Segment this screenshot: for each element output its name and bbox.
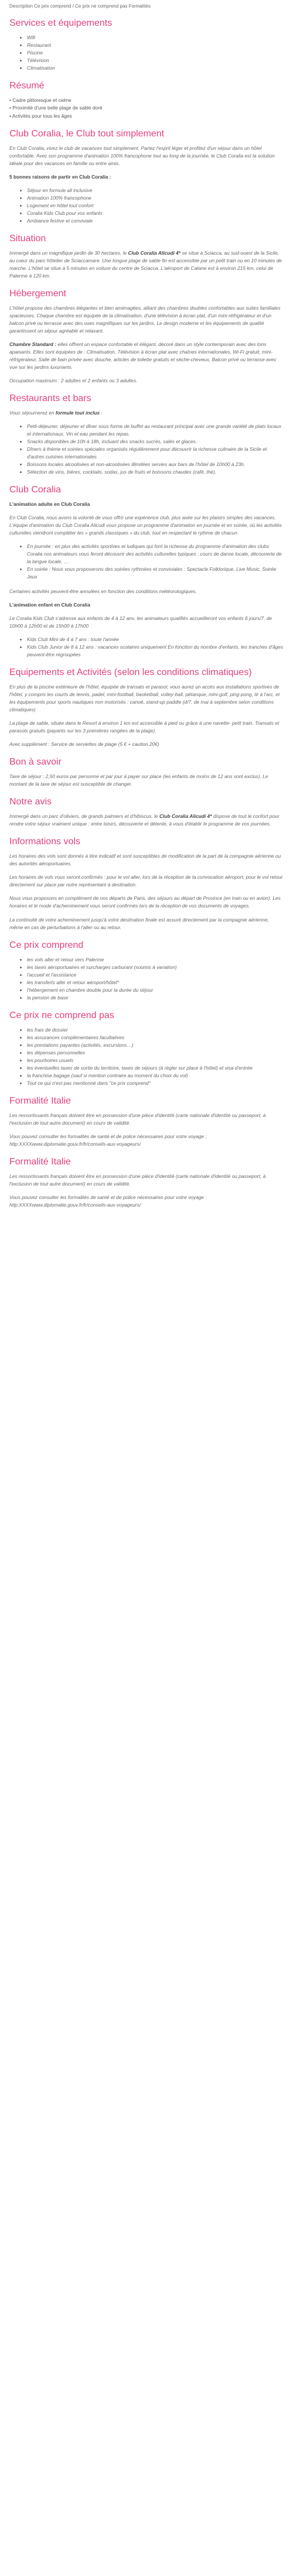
adult-animation-text: En Club Coralia, nous avons la volonté de vous offrir une expérience club, plus axée sur les plaisirs simples des vacances. L'équipe d'animation du Club Coralia Alicudi vous propose un programme d'animation en journée et en soirée, où les activités culturelles viendront compléter les « grands classiques » du club, tout en respectant le rythme de chacun.: [9, 515, 282, 536]
club-points-list: [9, 187, 284, 225]
list-item: • Cadre pittoresque et calme: [9, 97, 284, 104]
list-item: • Restaurant: [27, 42, 284, 49]
hebergement-text: L'hôtel propose des chambres élégantes et bien aménagées, alliant des chambres doubles confortables aux suites familiales spacieuses. Chaque chambre est équipée de la climatisation, d'une télévision à écran plat, d'un mini-réfrigérateur et d'un balcon privé ou terrasse avec des vues magnifiques sur les jardins. Le design moderne et les équipements de qualité garantissent un séjour agréable et relaxant.: [9, 304, 281, 334]
list-item: • l'accueil et l'assistance: [27, 971, 284, 979]
formalite-heading: Formalité Italie: [9, 1156, 71, 1167]
kids-animation-label: L'animation enfant en Club Coralia: [9, 602, 90, 608]
occupancy-text: Occupation maximum : 2 adultes et 2 enfants ou 3 adultes.: [9, 377, 138, 383]
list-item: • Kids Club Junior de 8 à 12 ans : vacances scolaires uniquement En fonction du nombre d'enfants, les tranches d'âges peuvent-être regroupées: [27, 643, 284, 659]
list-item: • les taxes aéroportuaires et surcharges carburant (soumis à variation): [27, 964, 284, 971]
room-standard-text: Chambre Standard : elles offrent un espace confortable et élégant, décoré dans un style contemporain avec des tons apaisants. Elles sont équipées de : Climatisation, Télévision à écran plat avec chaînes internationales, Wi-Fi gratuit, mini-réfrigérateur, Salle de bain privée avec douche, articles de toilette gratuits et sèche-cheveux, Balcon privé ou terrasse avec vue sur les jardins luxuriants.: [9, 341, 277, 370]
list-item: • Coralia Kids Club pour vos enfants: [27, 210, 284, 217]
activites-text-1: En plus de la piscine extérieure de l'hôtel, équipée de transats et parasol, vous aurez un accès aux installations sportives de l'hôtel, y compris les courts de tennis, padel, mini-football, basketball, volley-ball, pétanque, mini-golf, ping-pong, tir à l'arc, et les équipements pour sports nautiques non motorisés : canoë, stand-up paddle (d/7, de mai à septembre selon conditions climatiques): [9, 684, 280, 713]
adult-animation-label: L'animation adulte en Club Coralia: [9, 501, 90, 507]
situation-text: Immergé dans un magnifique jardin de 30 hectares, le Club Coralia Alicudi 4* se situe à Sciacca, au sud-ouest de la Sicile, au cœur du parc hôtelier de Sciaccamare. Une longue plage de sable fin est accessible par un petit train ou en 10 minutes de marche. L'hôtel se situe à 5 minutes en voiture du centre de Sciacca. L'aéroport de Catane est à environ 215 km, celui de Palerme à 120 km.: [9, 249, 282, 279]
services-heading: Services et équipements: [9, 18, 113, 29]
list-item: • Séjour en formule all inclusive: [27, 187, 284, 194]
notreavis-heading: Notre avis: [9, 797, 52, 807]
clubcoralia-heading: Club Coralia: [9, 484, 62, 495]
comprend-list: [9, 956, 284, 1002]
list-item: • Logement en hôtel tout confort: [27, 202, 284, 210]
infos-vols-text-2: Les horaires de vols vous seront confirmés : pour le vol aller, lors de la réception de la convocation aéroport, pour le vol retour directement sur place par notre représentant à destination.: [9, 874, 283, 888]
list-item: • Piscine: [27, 49, 284, 57]
offer-page: [0, 0, 293, 1238]
bonasavoir-text: Taxe de séjour : 2,50 euros par personne et par jour à payer sur place (les enfants de moins de 12 ans sont exclus). Le montant de la taxe de séjour est susceptible de changer.: [9, 773, 268, 787]
list-item: • Activités pour tous les âges: [9, 112, 284, 120]
resume-heading: Résumé: [9, 81, 45, 91]
list-item: • En soirée : Nous vous proposerons des soirées rythmées et conviviales : Spectacle Folklorique, Live Music, Soirée Jeux: [27, 566, 284, 581]
list-item: • les dépenses personnelles: [27, 1049, 284, 1057]
infos-vols-text-1: Les horaires des vols sont donnés à titre indicatif et sont susceptibles de modification de la part de la compagnie aérienne ou des autorités aéroportuaires.: [9, 853, 281, 867]
list-item: • Sélection de vins, bières, cocktails, sodas, jus de fruits et boissons chaudes (café, thé).: [27, 468, 284, 476]
situation-heading: Situation: [9, 233, 46, 244]
list-item: • Wifi: [27, 34, 284, 42]
infos-vols-text-3: Nous vous proposons en complément de nos départs de Paris, des séjours au départ de Province (en train ou en avion). Les horaires et le mode d'acheminement vous seront confirmés lors de la réception de vos documents de voyages.: [9, 895, 281, 909]
top-nav-text[interactable]: Description Ce prix comprend / Ce prix ne comprend pas Formalités: [9, 4, 151, 9]
list-item: • les pourboires usuels: [27, 1057, 284, 1064]
list-item: • Petit-déjeuner, déjeuner et dîner sous forme de buffet au restaurant principal avec une grande variété de plats locaux et internationaux. Vin et eau pendant les repas.: [27, 423, 284, 438]
restaurants-heading: Restaurants et bars: [9, 393, 91, 403]
activites-text-3: Avec supplément : Service de serviettes de plage (5 € + caution 20€): [9, 741, 159, 748]
activites-heading: Equipements et Activités (selon les conditions climatiques): [9, 667, 252, 678]
list-item: • les frais de dossier: [27, 1026, 284, 1034]
list-item: • la pension de base: [27, 994, 284, 1002]
list-item: • Boissons locales alcoolisées et non-alcoolisées illimitées servies aux bars de l'hôtel de 10h00 à 23h.: [27, 461, 284, 468]
list-item: • les transferts aller et retour aéroport/hôtel*: [27, 979, 284, 986]
kids-club-list: [9, 636, 284, 659]
formalite-link-text[interactable]: Vous pouvez consulter les formalités de santé et de police nécessaires pour votre voyage : http:XXXXwww.diplomatie.gouv.fr/fr/conseils-aux-voyageurs/: [9, 1194, 207, 1208]
bonasavoir-heading: Bon à savoir: [9, 757, 62, 768]
club-points-label: 5 bonnes raisons de partir en Club Coralia :: [9, 173, 111, 180]
list-item: • En journée : en plus des activités sportives et ludiques qui font la richesse du programme d'animation des clubs Coralia nos animateurs vous feront découvrir des activités culturelles typiques : cours de danse locale, découverte de la langue locale, …: [27, 543, 284, 566]
formalite-link-text[interactable]: Vous pouvez consulter les formalités de santé et de police nécessaires pour votre voyage : http:XXXXwww.diplomatie.gouv.fr/fr/conseils-aux-voyageurs/: [9, 1133, 207, 1147]
kids-animation-text: Le Coralia Kids Club s'adresse aux enfants de 4 à 12 ans, les animateurs qualifiés accueilleront vos enfants 6 jours/7, de 10h00 à 12h00 et de 15h00 à 17h00: [9, 615, 272, 629]
formalite-text-1: Les ressortissants français doivent être en possession d'une pièce d'identité (carte nationale d'identité ou passeport, à l'exclusion de tout autre document) en cours de validité.: [9, 1173, 266, 1187]
club-heading: Club Coralia, le Club tout simplement: [9, 128, 165, 139]
list-item: • Climatisation: [27, 64, 284, 72]
formalite-heading: Formalité Italie: [9, 1095, 71, 1106]
restaurants-intro: Vous séjournerez en formule tout inclus :: [9, 409, 103, 416]
list-item: • les assurances complémentaires facultatives: [27, 1034, 284, 1042]
infos-vols-heading: Informations vols: [9, 837, 80, 847]
list-item: • Snacks disponibles de 10h à 18h, incluant des snacks sucrés, salés et glaces.: [27, 438, 284, 446]
list-item: • la franchise bagage (sauf si mention contraire au moment du choix du vol): [27, 1072, 284, 1080]
list-item: • Dîners à thème et soirées spéciales organisés régulièrement pour découvrir la richesse culinaire de la Sicile et d'autres cuisines internationales: [27, 446, 284, 461]
list-item: • Proximité d'une belle plage de sable doré: [9, 104, 284, 112]
comprend-heading: Ce prix comprend: [9, 940, 84, 950]
list-item: • Animation 100% francophone: [27, 194, 284, 202]
resume-list: [9, 97, 284, 119]
list-item: • Kids Club Mini de 4 à 7 ans : toute l'année: [27, 636, 284, 643]
infos-vols-text-4: La continuité de votre acheminement jusqu'à votre destination finale est assuré directement par la compagnie aérienne, même en cas de perturbations à l'aller ou au retour.: [9, 916, 269, 930]
formalite-text-1: Les ressortissants français doivent être en possession d'une pièce d'identité (carte nationale d'identité ou passeport, à l'exclusion de tout autre document) en cours de validité.: [9, 1112, 266, 1126]
list-item: • les prestations payantes (activités, excursions…): [27, 1042, 284, 1049]
necomprend-heading: Ce prix ne comprend pas: [9, 1010, 114, 1020]
activites-text-2: La plage de sable, située dans le Resort à environ 1 km est accessible à pied ou grâce à une navette- petit train. Transats et parasols gratuits (payants sur les 3 premières rangées de la plage).: [9, 720, 280, 734]
list-item: • Tout ce qui n'est pas mentionné dans "ce prix comprend": [27, 1080, 284, 1087]
list-item: • les éventuelles taxes de sortie du territoire, taxes de séjours (à régler sur place à l'hôtel) et visa d'entrée: [27, 1064, 284, 1072]
list-item: • Télévision: [27, 57, 284, 64]
restaurants-list: [9, 423, 284, 476]
necomprend-list: [9, 1026, 284, 1087]
hebergement-heading: Hébergement: [9, 288, 66, 299]
list-item: • Ambiance festive et conviviale: [27, 217, 284, 225]
animation-note: Certaines activités peuvent-être annulées en fonction des conditions météorologiques.: [9, 588, 197, 595]
adult-animation-list: [9, 543, 284, 581]
club-intro: En Club Coralia, vivez le club de vacances tout simplement. Partez l'esprit léger et profitez d'un séjour dans un hôtel confortable. Avec son programme d'animation 100% francophone tout au long de la journée, le Club Coralia est la solution idéale pour des vacances en famille ou entre amis.: [9, 145, 275, 166]
services-list: [9, 34, 284, 72]
notreavis-text: Immergé dans un parc d'oliviers, de grands palmiers et d'hibiscus, le Club Coralia Alicudi 4* dispose de tout le confort pour rendre votre séjour vraiment unique : entre loisirs, découverte et détente, à vous d'établir le programme de vos journées.: [9, 813, 280, 827]
list-item: • l'hébergement en chambre double pour la durée du séjour: [27, 986, 284, 994]
list-item: • les vols aller et retour vers Palerme: [27, 956, 284, 964]
